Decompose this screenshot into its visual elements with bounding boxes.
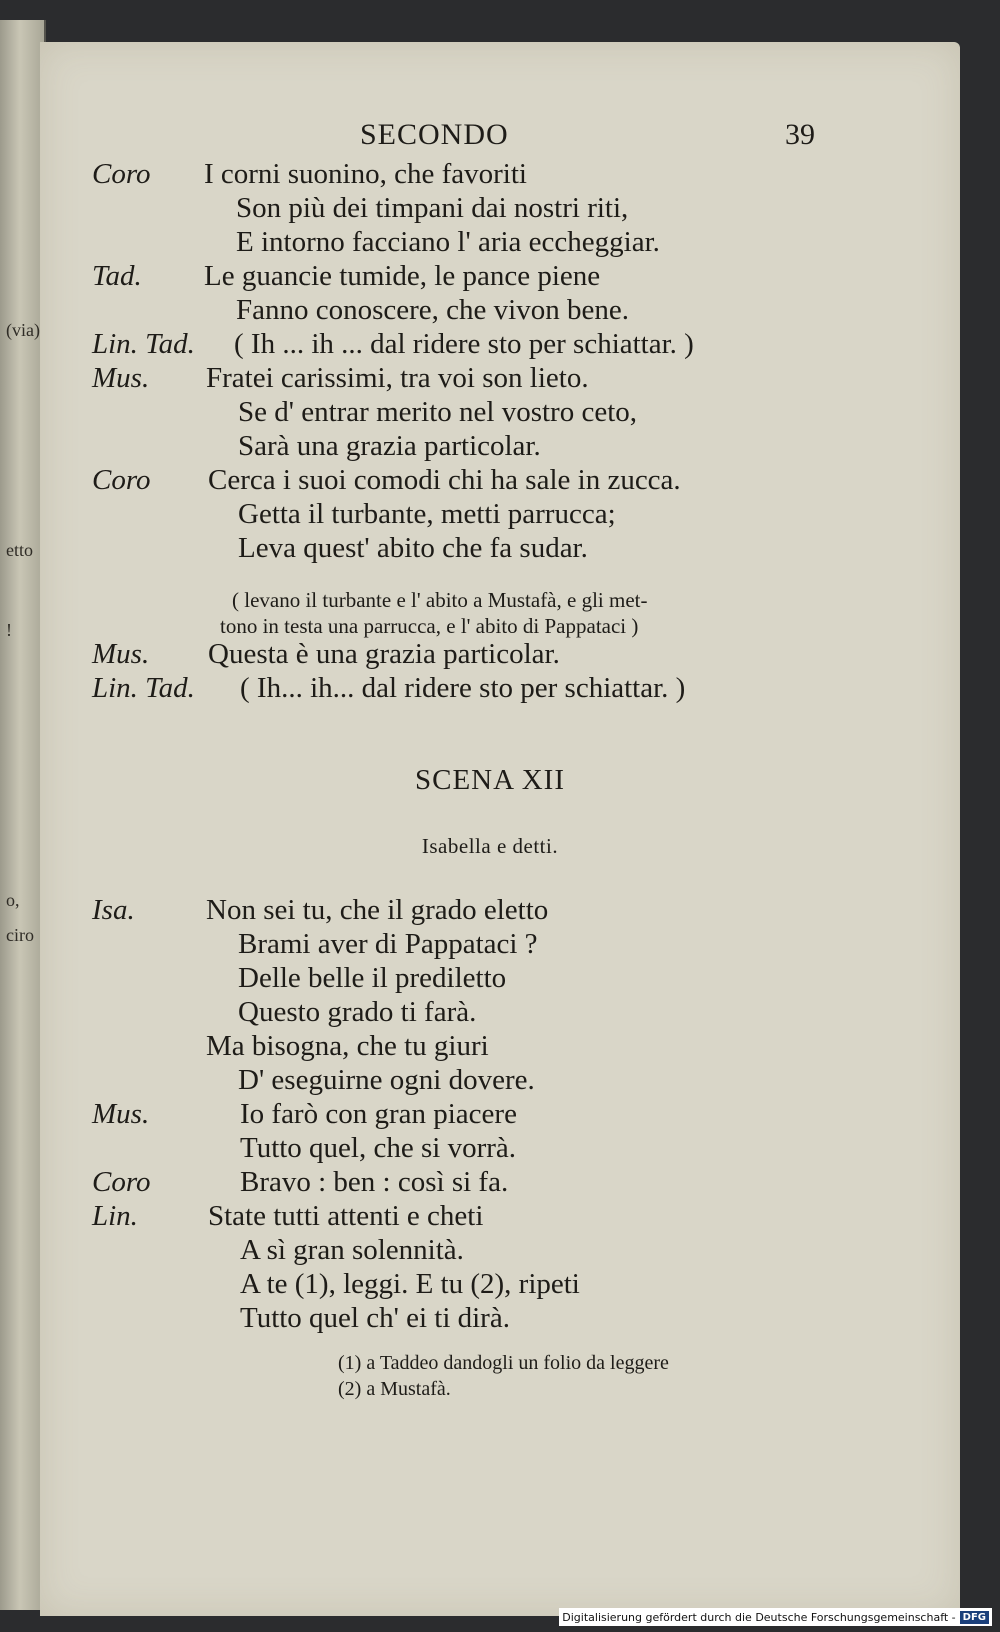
- verse-text: Sarà una grazia particolar.: [238, 430, 541, 462]
- verse-text: Bravo : ben : così si fa.: [240, 1166, 509, 1198]
- verse-line: [40, 996, 940, 1030]
- verse-line: [40, 928, 940, 962]
- verse-line: [40, 1302, 940, 1336]
- verse-line: [40, 158, 940, 192]
- verse-text: Tutto quel, che si vorrà.: [240, 1132, 517, 1164]
- speaker-label: Lin.: [92, 1200, 138, 1232]
- verse-line: [40, 362, 940, 396]
- verse-text: Se d' entrar merito nel vostro ceto,: [238, 396, 638, 428]
- verse-line: [40, 1064, 940, 1098]
- speaker-label: Coro: [92, 1166, 151, 1198]
- verse-line: [40, 1030, 940, 1064]
- verse-line: [40, 1200, 940, 1234]
- book-page: [40, 42, 960, 1616]
- digitization-credit: [559, 1608, 992, 1626]
- verse-line: [40, 430, 940, 464]
- dfg-logo: DFG: [960, 1611, 989, 1624]
- stage-direction-line: tono in testa una parrucca, e l' abito di Pappataci ): [220, 614, 639, 638]
- spine-fragment: ciro: [6, 925, 34, 945]
- scene-characters: Isabella e detti.: [421, 834, 559, 858]
- verse-text: Delle belle il prediletto: [238, 962, 507, 994]
- verse-line: [40, 498, 940, 532]
- verse-text: Fratei carissimi, tra voi son lieto.: [206, 362, 589, 394]
- speaker-label: Mus.: [92, 638, 150, 670]
- running-header: SECONDO: [360, 118, 509, 151]
- verse-text: A te (1), leggi. E tu (2), ripeti: [240, 1268, 580, 1300]
- verse-line: [40, 396, 940, 430]
- verse-line: [40, 638, 940, 672]
- credit-text: Digitalisierung gefördert durch die Deutsche Forschungsgemeinschaft -: [562, 1610, 956, 1624]
- verse-text: State tutti attenti e cheti: [208, 1200, 484, 1232]
- verse-text: Questo grado ti farà.: [238, 996, 477, 1028]
- verse-text: Getta il turbante, metti parrucca;: [238, 498, 616, 530]
- speaker-label: Coro: [92, 158, 151, 190]
- verse-line: [40, 260, 940, 294]
- verse-line: [40, 328, 940, 362]
- spine-fragment: etto: [6, 540, 33, 560]
- verse-text: Leva quest' abito che fa sudar.: [238, 532, 588, 564]
- verse-line: [40, 1132, 940, 1166]
- verse-line: [40, 1268, 940, 1302]
- verse-text: Io farò con gran piacere: [240, 1098, 517, 1130]
- verse-text: Cerca i suoi comodi chi ha sale in zucca.: [208, 464, 681, 496]
- verse-line: [40, 192, 940, 226]
- verse-line: [40, 894, 940, 928]
- spine-fragment: !: [6, 620, 12, 640]
- speaker-label: Mus.: [92, 362, 150, 394]
- speaker-label: Lin. Tad.: [92, 328, 195, 360]
- speaker-label: Mus.: [92, 1098, 150, 1130]
- verse-text: Brami aver di Pappataci ?: [238, 928, 538, 960]
- verse-text: I corni suonino, che favoriti: [204, 158, 527, 190]
- stage-direction-line: ( levano il turbante e l' abito a Mustafà, e gli met-: [232, 588, 648, 612]
- verse-line: [40, 464, 940, 498]
- verse-text: A sì gran solennità.: [240, 1234, 464, 1266]
- scene-title: SCENA XII: [415, 764, 565, 796]
- verse-line: [40, 962, 940, 996]
- page-number: 39: [785, 118, 815, 151]
- verse-text: Son più dei timpani dai nostri riti,: [236, 192, 629, 224]
- verse-text: E intorno facciano l' aria eccheggiar.: [236, 226, 660, 258]
- verse-line: [40, 532, 940, 566]
- verse-text: Ma bisogna, che tu giuri: [206, 1030, 489, 1062]
- spine-fragment: o,: [6, 890, 20, 910]
- footnote: (2) a Mustafà.: [338, 1378, 451, 1400]
- verse-line: [40, 226, 940, 260]
- speaker-label: Lin. Tad.: [92, 672, 195, 704]
- verse-line: [40, 1234, 940, 1268]
- verse-text: Non sei tu, che il grado eletto: [206, 894, 549, 926]
- verse-line: [40, 1166, 940, 1200]
- verse-text: Tutto quel ch' ei ti dirà.: [240, 1302, 510, 1334]
- footnote: (1) a Taddeo dandogli un folio da leggere: [338, 1352, 669, 1374]
- verse-text: D' eseguirne ogni dovere.: [238, 1064, 535, 1096]
- verse-line: [40, 294, 940, 328]
- verse-line: [40, 1098, 940, 1132]
- verse-text: Fanno conoscere, che vivon bene.: [236, 294, 629, 326]
- speaker-label: Tad.: [92, 260, 142, 292]
- verse-text: Questa è una grazia particolar.: [208, 638, 560, 670]
- speaker-label: Coro: [92, 464, 151, 496]
- spine-fragment: (via): [6, 320, 40, 340]
- verse-line: [40, 672, 940, 706]
- verse-text: Le guancie tumide, le pance piene: [204, 260, 601, 292]
- verse-text: ( Ih... ih... dal ridere sto per schiattar. ): [240, 672, 686, 704]
- speaker-label: Isa.: [92, 894, 135, 926]
- verse-text: ( Ih ... ih ... dal ridere sto per schiattar. ): [234, 328, 694, 360]
